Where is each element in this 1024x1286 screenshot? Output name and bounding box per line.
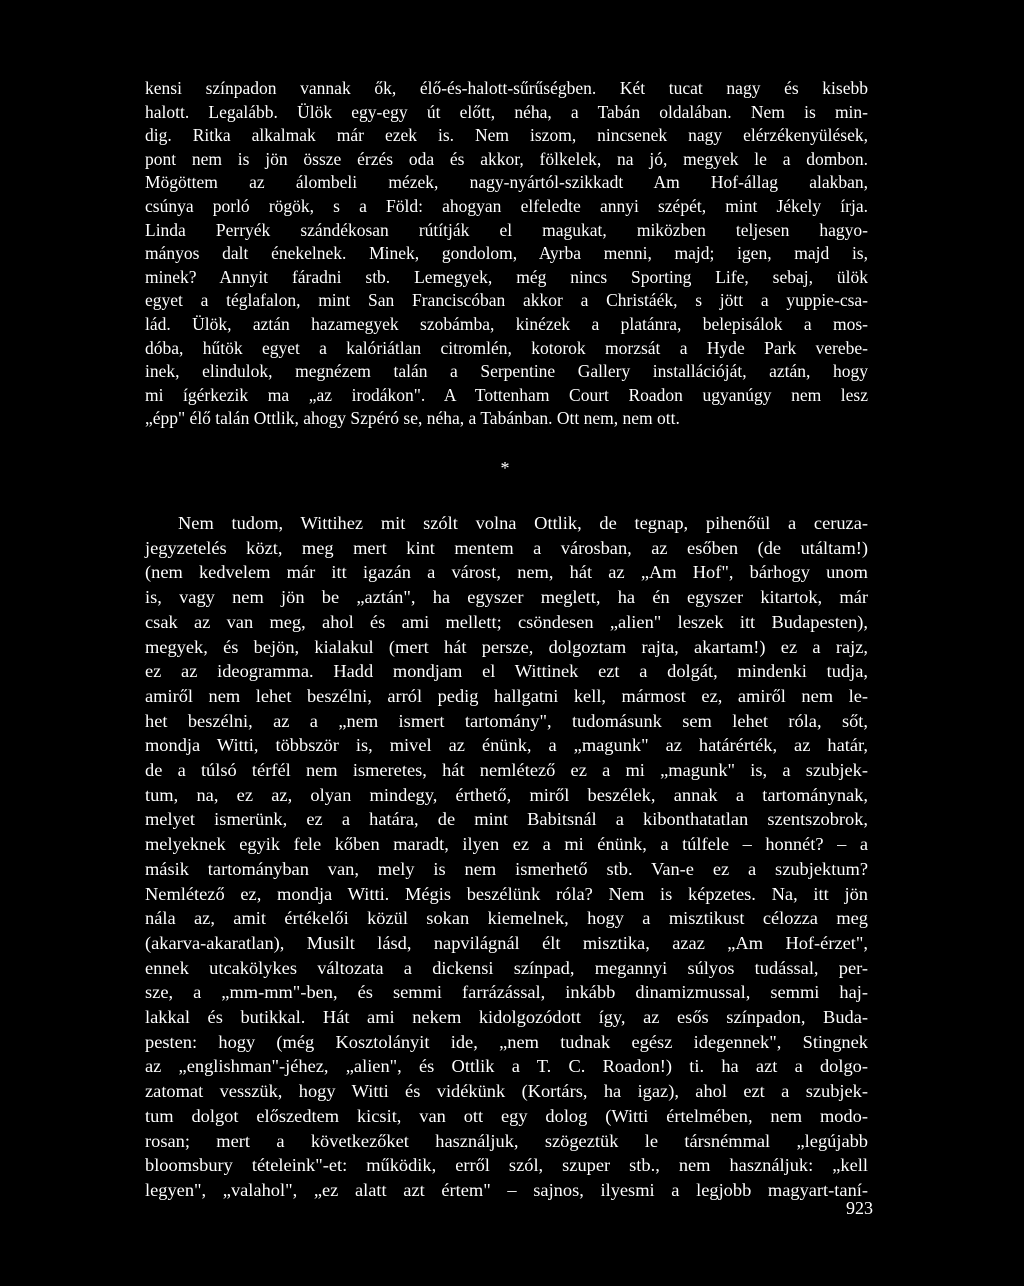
paragraph-1 xyxy=(145,77,868,431)
text-line: egyet a téglafalon, mint San Franciscóban akkor a Christáék, s jött a yuppie-csa- xyxy=(145,290,868,311)
text-line: tum, na, ez az, olyan mindegy, érthető, miről beszélek, annak a tartománynak, xyxy=(145,784,868,805)
text-line: halott. Legalább. Ülök egy-egy út előtt, néha, a Tabán oldalában. Nem is min- xyxy=(145,101,868,122)
text-line: mányos dalt énekelnek. Minek, gondolom, Ayrba menni, majd; igen, majd is, xyxy=(145,243,868,264)
text-line: Nemlétező ez, mondja Witti. Mégis beszélünk róla? Nem is képzetes. Na, itt jön xyxy=(145,883,868,904)
text-line: melyet ismerünk, ez a határa, de mint Babitsnál a kibonthatatlan szentszobrok, xyxy=(145,809,868,830)
page-number: 923 xyxy=(846,1198,873,1218)
text-line: is, vagy nem jön be „aztán", ha egyszer meglett, ha én egyszer kitartok, már xyxy=(145,587,868,608)
text-line: mondja Witti, többször is, mivel az énünk, a „magunk" az határérték, az határ, xyxy=(145,735,868,756)
text-line: het beszélni, az a „nem ismert tartomány", tudomásunk sem lehet róla, sőt, xyxy=(145,710,868,731)
text-line: dig. Ritka alkalmak már ezek is. Nem iszom, nincsenek nagy elérzékenyülések, xyxy=(145,125,868,146)
text-line: „épp" élő talán Ottlik, ahogy Szpéró se, néha, a Tabánban. Ott nem, nem ott. xyxy=(145,408,680,429)
text-line: rosan; mert a következőket használjuk, szögeztük le társnémmal „legújabb xyxy=(145,1130,868,1151)
text-line: Mögöttem az álombeli mézek, nagy-nyártól-szikkadt Am Hof-állag alakban, xyxy=(145,172,868,193)
text-line: megyek, és bejön, kialakul (mert hát persze, dolgoztam rajta, akartam!) ez a rajz, xyxy=(145,636,868,657)
text-line: dóba, hűtök egyet a kalóriátlan citromlén, kotorok morzsát a Hyde Park verebe- xyxy=(145,337,868,358)
text-line: pesten: hogy (még Kosztolányit ide, „nem tudnak egész idegennek", Stingnek xyxy=(145,1031,868,1052)
text-line: nála az, amit értékelői közül sokan kiemelnek, hogy a misztikust célozza meg xyxy=(145,908,868,929)
text-line: jegyzetelés közt, meg mert kint mentem a városban, az esőben (de utáltam!) xyxy=(145,537,868,558)
text-line: bloomsbury tételeink"-et: működik, erről szól, szuper stb., nem használjuk: „kell xyxy=(145,1155,868,1176)
text-line: pont nem is jön össze érzés oda és akkor, fölkelek, na jó, megyek le a dombon. xyxy=(145,148,868,169)
text-line: sze, a „mm-mm"-ben, és semmi farrázással, inkább dinamizmussal, semmi haj- xyxy=(145,982,868,1003)
section-separator: * xyxy=(500,458,510,478)
text-line: Nem tudom, Wittihez mit szólt volna Ottlik, de tegnap, pihenőül a ceruza- xyxy=(178,513,868,533)
text-line: mi ígérkezik ma „az irodákon". A Tottenham Court Roadon ugyanúgy nem lesz xyxy=(145,384,868,405)
text-line: melyeknek egyik fele kőben maradt, ilyen ez a mi énünk, a túlfele – honnét? – a xyxy=(145,834,868,855)
text-line: amiről nem lehet beszélni, arról pedig hallgatni kell, mármost ez, amiről nem le- xyxy=(145,685,868,706)
text-line: zatomat vesszük, hogy Witti és vidékünk (Kortárs, ha igaz), ahol ezt a szubjek- xyxy=(145,1081,868,1102)
text-line: inek, elindulok, megnézem talán a Serpentine Gallery installációját, aztán, hogy xyxy=(145,361,868,382)
text-line: az „englishman"-jéhez, „alien", és Ottlik a T. C. Roadon!) ti. ha azt a dolgo- xyxy=(145,1056,868,1077)
text-line: másik tartományban van, mely is nem ismerhető stb. Van-e ez a szubjektum? xyxy=(145,858,868,879)
text-line: legyen", „valahol", „ez alatt azt értem" – sajnos, ilyesmi a legjobb magyart-taní- xyxy=(145,1179,868,1200)
text-line: ennek utcakölykes változata a dickensi színpad, megannyi súlyos tudással, per- xyxy=(145,957,868,978)
text-line: minek? Annyit fáradni stb. Lemegyek, még nincs Sporting Life, sebaj, ülök xyxy=(145,266,868,287)
text-line: Linda Perryék szándékosan rútítják el magukat, miközben teljesen hagyo- xyxy=(145,219,868,240)
text-line: (nem kedvelem már itt igazán a várost, nem, hát az „Am Hof", bárhogy unom xyxy=(145,562,868,583)
text-line: (akarva-akaratlan), Musilt lásd, napvilágnál élt misztika, azaz „Am Hof-érzet", xyxy=(145,932,868,953)
text-line: tum dolgot előszedtem kicsit, van ott egy dolog (Witti értelmében, nem modo- xyxy=(145,1105,868,1126)
text-line: lád. Ülök, aztán hazamegyek szobámba, kinézek a platánra, belepisálok a mos- xyxy=(145,313,868,334)
paragraph-2 xyxy=(145,511,868,1203)
text-line: kensi színpadon vannak ők, élő-és-halott-sűrűségben. Két tucat nagy és kisebb xyxy=(145,78,868,98)
text-line: csúnya porló rögök, s a Föld: ahogyan elfeledte annyi szépét, mint Jékely írja. xyxy=(145,195,868,216)
text-line: de a túlsó térfél nem ismeretes, hát nemlétező ez a mi „magunk" is, a szubjek- xyxy=(145,760,868,781)
text-line: lakkal és butikkal. Hát ami nekem kidolgozódott így, az esős színpadon, Buda- xyxy=(145,1007,868,1028)
text-line: csak az van meg, ahol és ami mellett; csöndesen „alien" leszek itt Budapesten), xyxy=(145,611,868,632)
text-line: ez az ideogramma. Hadd mondjam el Wittinek ezt a dolgát, mindenki tudja, xyxy=(145,661,868,682)
